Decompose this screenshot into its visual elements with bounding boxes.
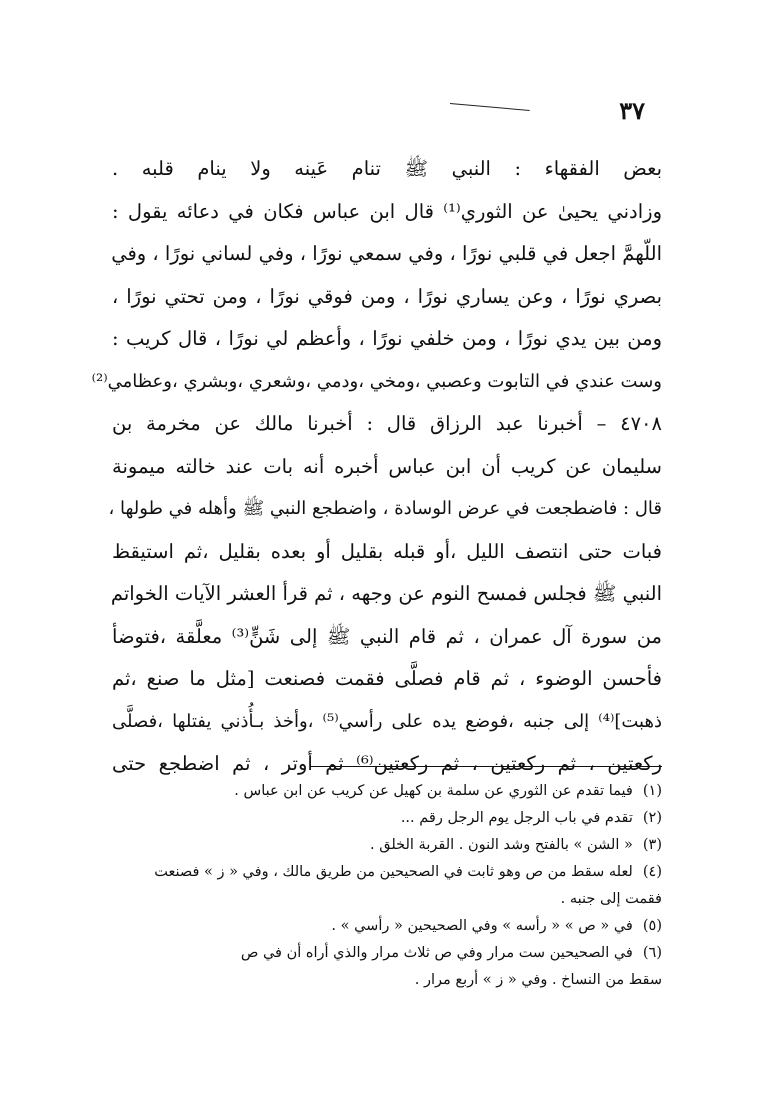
- text-line: وست عندي في التابوت وعصبي ،ومخي ،ودمي ،وشعري ،وبشري ،وعظامي⁽²⁾: [91, 370, 662, 392]
- text-line: من سورة آل عمران ، ثم قام النبي ﷺ إلى شَنٍّ⁽³⁾ معلَّقة ،فتوضأ: [112, 624, 663, 648]
- text-line: ٤٧٠٨ – أخبرنا عبد الرزاق قال : أخبرنا مالك عن مخرمة بن: [112, 412, 662, 435]
- footnote-text: في « ص » « رأسه » وفي الصحيحين « رأسي » .: [331, 918, 633, 934]
- text-line: ذهبت]⁽⁴⁾ إلى جنبه ،فوضع يده على رأسي⁽⁵⁾ ،وأخذ بـأُذني يفتلها ،فصلَّى: [112, 710, 662, 732]
- footnote-item: [112, 913, 662, 940]
- footnote-text: « الشن » بالفتح وشد النون . القربة الخلق .: [370, 837, 633, 853]
- footnote-number: (١): [642, 783, 662, 799]
- footnote-text: لعله سقط من ص وهو ثابت في الصحيحين من طريق مالك ، وفي « ز » فصنعت: [154, 864, 633, 880]
- footnote-continuation: فقمت إلى جنبه .: [560, 891, 662, 907]
- footnote-item: [112, 778, 662, 805]
- footnote-number: (٣): [642, 837, 662, 853]
- text-line: ومن بين يدي نورًا ، ومن خلفي نورًا ، وأعظم لي نورًا ، قال كريب :: [112, 327, 662, 350]
- text-line: فأحسن الوضوء ، ثم قام فصلَّى فقمت فصنعت [مثل ما صنع ،ثم: [112, 667, 662, 690]
- footnote-separator: [310, 766, 662, 767]
- footnote-number: (٦): [642, 945, 662, 961]
- footnote-number: (٥): [642, 918, 662, 934]
- text-line: اللّهمَّ اجعل في قلبي نورًا ، وفي سمعي نورًا ، وفي لساني نورًا ، وفي: [111, 242, 662, 265]
- text-line: وزادني يحيىٰ عن الثوري⁽¹⁾ قال ابن عباس فكان في دعائه يقول :: [112, 199, 662, 223]
- footnote-text: في الصحيحين ست مرار وفي ص ثلاث مرار والذي أراه أن في ص: [240, 945, 633, 961]
- footnote-number: (٤): [642, 864, 662, 880]
- text-line: فبات حتى انتصف الليل ،أو قبله بقليل أو بعده بقليل ،ثم استيقظ: [112, 539, 662, 563]
- text-line: سليمان عن كريب أن ابن عباس أخبره أنه بات عند خالته ميمونة: [112, 454, 662, 478]
- footnote-item: [112, 859, 662, 913]
- footnote-continuation: سقط من النساخ . وفي « ز » أربع مرار .: [414, 972, 662, 988]
- main-text: [91, 148, 663, 786]
- footnote-item: [112, 832, 662, 859]
- footnote-item: [112, 940, 662, 994]
- footnote-item: [112, 805, 662, 832]
- footnote-text: تقدم في باب الرجل يوم الرجل رقم ...: [400, 810, 633, 826]
- footnotes: [112, 778, 662, 994]
- footnote-text: فيما تقدم عن الثوري عن سلمة بن كهيل عن كريب عن ابن عباس .: [234, 783, 633, 799]
- footnote-number: (٢): [642, 810, 662, 826]
- page-number: ٣٧: [619, 96, 645, 125]
- text-line: بعض الفقهاء : النبي ﷺ تنام عَينه ولا ينام قلبه .: [112, 157, 662, 180]
- text-line: بصري نورًا ، وعن يساري نورًا ، ومن فوقي نورًا ، ومن تحتي نورًا ،: [112, 284, 662, 308]
- header-rule: [450, 103, 530, 111]
- text-line: قال : فاضطجعت في عرض الوسادة ، واضطجع النبي ﷺ وأهله في طولها ،: [108, 498, 662, 519]
- text-line: ركعتين ، ثم ركعتين ، ثم ركعتين⁽⁶⁾ ثم أوتر ، ثم اضطجع حتى: [112, 752, 662, 775]
- text-line: النبي ﷺ فجلس فمسح النوم عن وجهه ، ثم قرأ العشر الآيات الخواتم: [110, 582, 662, 605]
